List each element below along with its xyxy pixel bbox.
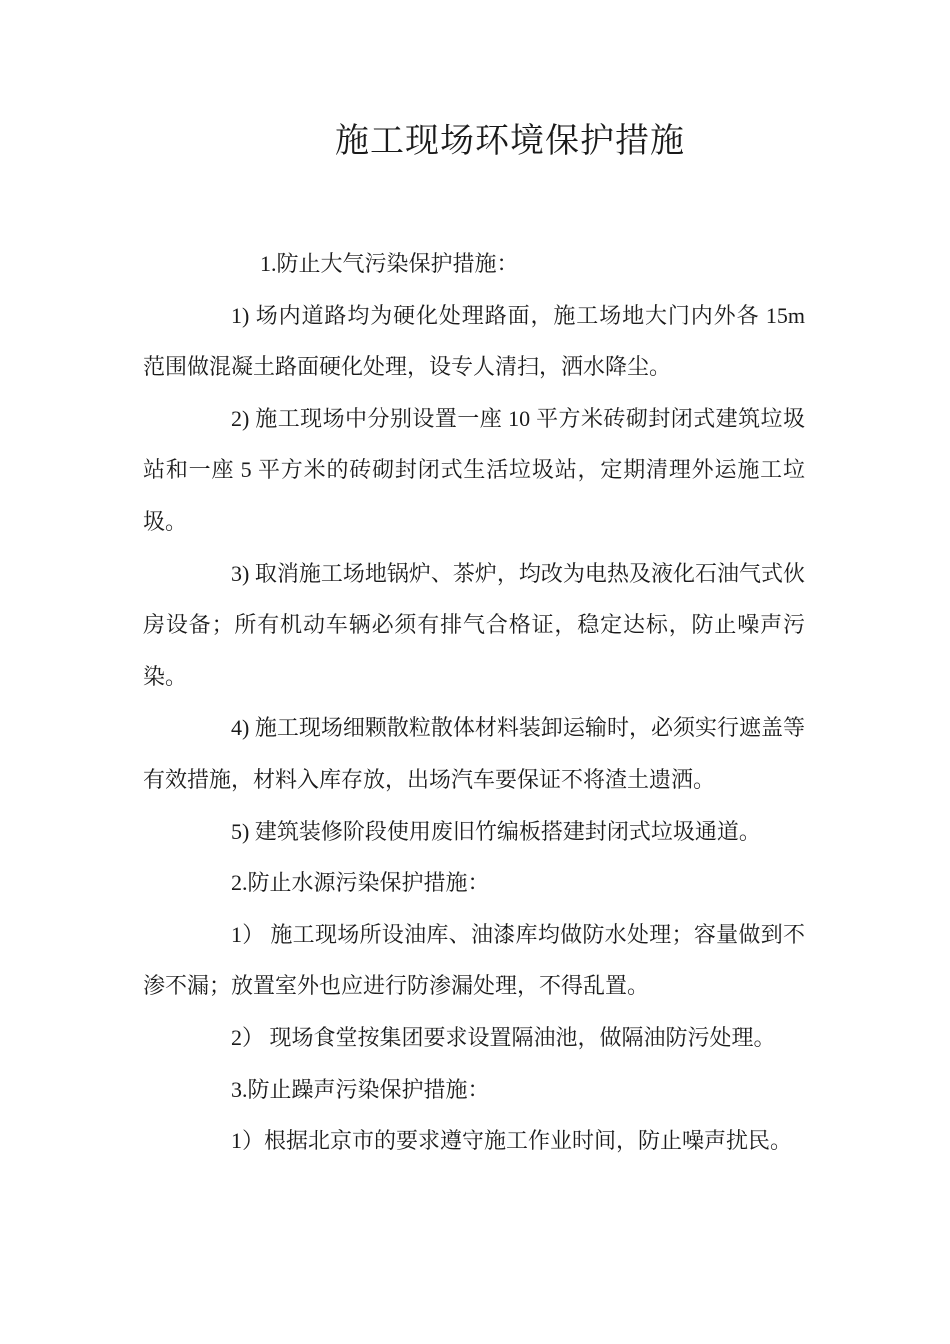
- document-body: [143, 238, 805, 1167]
- section-heading-noise-pollution: 3.防止躁声污染保护措施：: [231, 1076, 490, 1102]
- document-title: 施工现场环境保护措施: [335, 123, 685, 160]
- paragraph-water-item-2: 2） 现场食堂按集团要求设置隔油池，做隔油防污处理。: [231, 1024, 776, 1050]
- paragraph-air-item-3: 3) 取消施工场地锅炉、茶炉，均改为电热及液化石油气式伙房设备；所有机动车辆必须有排气合格证，稳定达标，防止噪声污染。: [143, 560, 805, 689]
- paragraph-air-item-4: 4) 施工现场细颗散粒散体材料装卸运输时，必须实行遮盖等有效措施，材料入库存放，出场汽车要保证不将渣土遗洒。: [143, 715, 805, 792]
- paragraph-noise-item-1: 1）根据北京市的要求遵守施工作业时间，防止噪声扰民。: [231, 1128, 793, 1154]
- paragraph-water-item-1: 1） 施工现场所设油库、油漆库均做防水处理；容量做到不渗不漏；放置室外也应进行防渗漏处理，不得乱置。: [143, 921, 805, 999]
- paragraph-air-item-5: 5) 建筑装修阶段使用废旧竹编板搭建封闭式垃圾通道。: [231, 818, 761, 844]
- paragraph-air-item-1: 1) 场内道路均为硬化处理路面，施工场地大门内外各 15m 范围做混凝土路面硬化处理，设专人清扫，洒水降尘。: [143, 302, 805, 380]
- section-heading-air-pollution: 1.防止大气污染保护措施：: [260, 251, 519, 276]
- section-heading-water-pollution: 2.防止水源污染保护措施：: [231, 870, 490, 896]
- paragraph-air-item-2: 2) 施工现场中分别设置一座 10 平方米砖砌封闭式建筑垃圾站和一座 5 平方米的砖砌封闭式生活垃圾站，定期清理外运施工垃圾。: [143, 405, 805, 534]
